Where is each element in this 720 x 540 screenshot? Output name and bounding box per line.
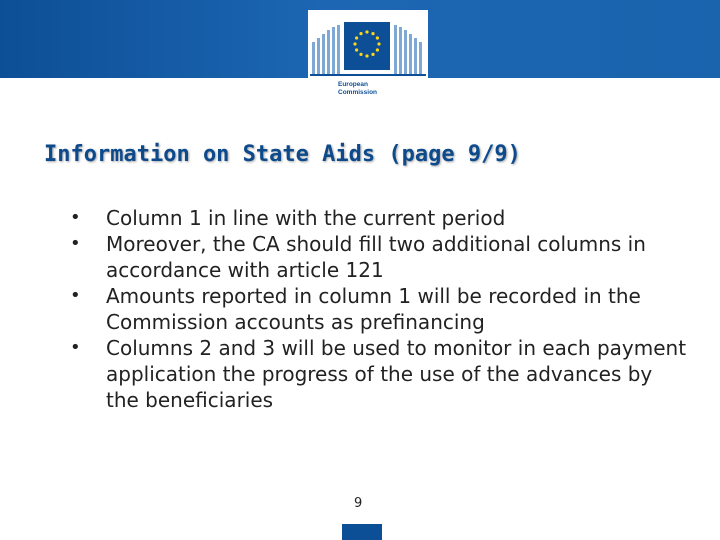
bullet-item: • Columns 2 and 3 will be used to monitor in each payment application the progress of the use of the advances by the beneficiaries (70, 335, 690, 413)
bullet-list (70, 205, 690, 413)
logo-line-1: European (338, 81, 368, 88)
bullet-item: • Column 1 in line with the current period (70, 205, 690, 231)
bullet-item: • Moreover, the CA should fill two additional columns in accordance with article 121 (70, 231, 690, 283)
slide-title: Information on State Aids (page 9/9) (44, 142, 521, 167)
logo-wordmark (338, 81, 377, 96)
footer-accent-block (342, 524, 382, 540)
bullet-item: • Amounts reported in column 1 will be recorded in the Commission accounts as prefinancing (70, 283, 690, 335)
logo-line-2: Commission (338, 88, 378, 96)
page-number: 9 (354, 496, 363, 511)
european-commission-logo (308, 10, 428, 102)
commission-building-icon (310, 16, 426, 78)
